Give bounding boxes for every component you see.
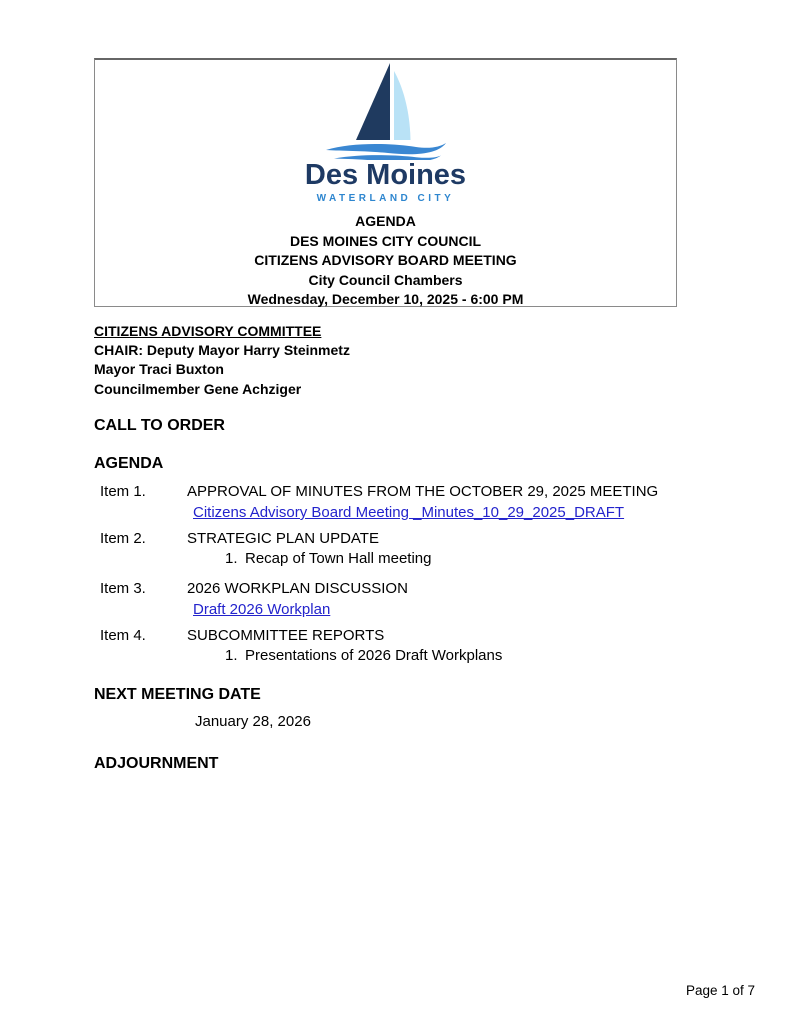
committee-title: CITIZENS ADVISORY COMMITTEE: [94, 323, 322, 339]
draft-workplan-link[interactable]: Draft 2026 Workplan: [193, 601, 331, 618]
committee-member-1: Mayor Traci Buxton: [94, 361, 224, 378]
subitem-number: 1.: [225, 647, 238, 664]
agenda-item-2-subitem: [225, 551, 432, 567]
committee-block: [94, 322, 350, 399]
agenda-item-4: [94, 628, 384, 644]
next-meeting-heading: NEXT MEETING DATE: [94, 686, 261, 703]
committee-member-2: Councilmember Gene Achziger: [94, 380, 302, 397]
title-line-datetime: Wednesday, December 10, 2025 - 6:00 PM: [247, 291, 524, 307]
title-line-council: DES MOINES CITY COUNCIL: [289, 232, 482, 249]
agenda-item-1-title: APPROVAL OF MINUTES FROM THE OCTOBER 29, 2025 MEETING: [187, 483, 659, 500]
header-box: [94, 58, 677, 307]
mainsail-shape: [356, 63, 390, 140]
call-to-order-heading: CALL TO ORDER: [94, 417, 225, 434]
agenda-item-3: [94, 581, 408, 597]
agenda-item-2-label: Item 2.: [100, 530, 146, 547]
wave-upper-shape: [326, 143, 446, 154]
subitem-text: Recap of Town Hall meeting: [245, 550, 432, 567]
logo-city-name: Des Moines: [304, 159, 467, 191]
page-number: Page 1 of 7: [685, 983, 755, 998]
agenda-item-3-title: 2026 WORKPLAN DISCUSSION: [187, 580, 408, 597]
agenda-item-4-label: Item 4.: [100, 627, 146, 644]
committee-chair: CHAIR: Deputy Mayor Harry Steinmetz: [94, 342, 350, 359]
subitem-number: 1.: [225, 550, 238, 567]
title-line-board: CITIZENS ADVISORY BOARD MEETING: [254, 252, 517, 268]
agenda-item-1-label: Item 1.: [100, 483, 146, 500]
title-line-agenda: AGENDA: [355, 213, 416, 229]
agenda-item-2-title: STRATEGIC PLAN UPDATE: [187, 530, 379, 547]
title-line-location: City Council Chambers: [308, 271, 463, 288]
adjournment-heading: ADJOURNMENT: [94, 755, 219, 772]
sailboat-logo-icon: [324, 63, 448, 160]
subitem-text: Presentations of 2026 Draft Workplans: [245, 647, 503, 664]
logo-tagline: WATERLAND CITY: [316, 193, 455, 204]
jib-sail-shape: [394, 71, 411, 140]
agenda-heading: AGENDA: [94, 455, 164, 472]
agenda-item-3-label: Item 3.: [100, 580, 146, 597]
meeting-title-block: [95, 212, 676, 310]
agenda-item-2: [94, 531, 379, 547]
minutes-draft-link[interactable]: Citizens Advisory Board Meeting _Minutes_10_29_2025_DRAFT: [193, 504, 625, 521]
agenda-item-4-subitem: [225, 648, 502, 664]
agenda-item-1: [94, 484, 658, 500]
agenda-item-4-title: SUBCOMMITTEE REPORTS: [187, 627, 385, 644]
next-meeting-date: January 28, 2026: [195, 713, 311, 730]
